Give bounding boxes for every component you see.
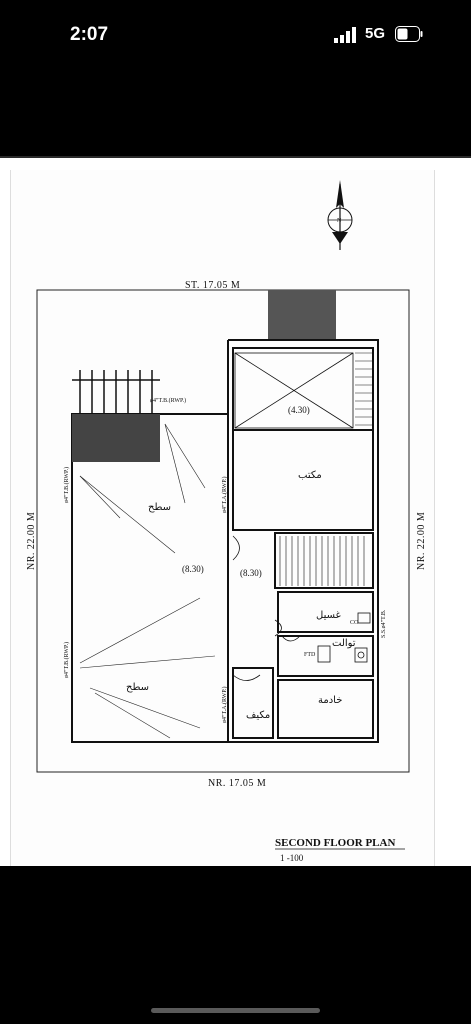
dim-bottom: NR. 17.05 M [208, 778, 267, 789]
north-label: N [337, 218, 342, 224]
cleanout-label: CO [350, 620, 359, 626]
plan-scale: 1 -100 [280, 853, 304, 863]
pipe-ss: S.S.ø4"T.B. [381, 609, 387, 638]
pipe-rwp-left-lower: ø4"T.B.(RWP.) [64, 641, 70, 678]
status-bar [0, 0, 471, 70]
room-maid: خادمة [318, 695, 343, 706]
level-stair: (8.30) [240, 568, 262, 578]
room-laundry: غسيل [316, 610, 341, 621]
room-office: مكتب [298, 470, 322, 481]
void-cross [235, 353, 353, 428]
room-roof-upper: سطح [148, 502, 172, 513]
street-hatch [268, 290, 336, 340]
stairs [280, 353, 373, 586]
roof-walls [72, 414, 228, 742]
room-toilet: توالت [332, 638, 356, 649]
room-ac: مكيف [246, 710, 271, 721]
dim-right: NR. 22.00 M [416, 511, 427, 570]
signal-strength-icon [334, 27, 358, 43]
home-indicator[interactable] [151, 1008, 320, 1013]
network-type: 5G [365, 25, 386, 42]
north-arrow-icon [328, 180, 352, 250]
pipe-rwp-left-upper: ø4"T.B.(RWP.) [64, 466, 70, 503]
pergola [72, 370, 160, 414]
floor-drain-label: FTD [304, 652, 316, 658]
door-swings [233, 536, 300, 681]
pipe-rwp-top: ø4"T.B.(RWP.) [150, 398, 187, 404]
pipe-ta-upper: ø4"T.A.(RWP.) [222, 476, 228, 513]
dim-top: ST. 17.05 M [185, 280, 241, 291]
room-roof-lower: سطح [126, 682, 150, 693]
roof-hatch [72, 414, 160, 462]
status-time: 2:07 [70, 24, 109, 45]
pipe-ta-lower: ø4"T.A.(RWP.) [222, 686, 228, 723]
plan-title: SECOND FLOOR PLAN [275, 837, 396, 849]
image-viewer[interactable] [0, 158, 471, 866]
level-roof: (8.30) [182, 564, 204, 574]
building-walls [228, 340, 378, 742]
dim-left: NR. 22.00 M [26, 511, 37, 570]
level-office: (4.30) [288, 405, 310, 415]
battery-icon [395, 26, 423, 42]
floor-plan-drawing [0, 158, 471, 866]
